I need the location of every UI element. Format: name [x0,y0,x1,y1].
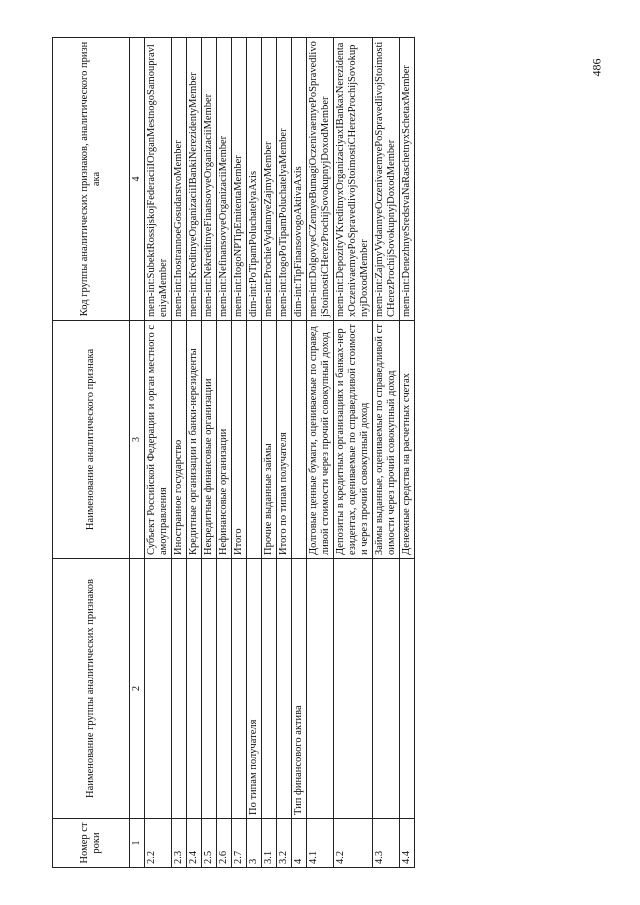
table-header-row [53,38,130,868]
code-cell: mem-int:InostrannoeGosudarstvoMember [172,38,187,321]
row-number-cell: 3.1 [262,819,277,868]
group-name-cell [334,559,373,819]
code-cell: mem-int:KreditnyeOrganizaciiIBankiNerezidentyMember [187,38,202,321]
group-name-cell [232,559,247,819]
group-name-cell [262,559,277,819]
group-name-cell [217,559,232,819]
row-number-cell: 2.4 [187,819,202,868]
code-cell: mem-int:SubektRossijskojFederaciiIOrganMestnogoSamoupravleniyaMember [145,38,172,321]
feature-name-cell: Некредитные финансовые организации [202,321,217,559]
row-number-cell: 4.1 [307,819,334,868]
group-name-cell [307,559,334,819]
table-row [202,38,217,868]
table-row [334,38,373,868]
code-cell: mem-int:DepozityVKreditnyxOrganizaciyaxIBankaxNerezidentaxOczenivaemyePoSpravedlivojStoimostiCHerezProchijSovokupnyjDoxodMember [334,38,373,321]
table-row [172,38,187,868]
code-cell: mem-int:DenezhnyeSredstvaNaRaschetnyxSchetaxMember [400,38,415,321]
header-code: Код группы аналитических признаков, аналитического признака [53,38,130,321]
group-name-cell [187,559,202,819]
row-number-cell: 4.3 [373,819,400,868]
table-row [145,38,172,868]
code-cell: dim-int:TipFinansovogoAktivaAxis [292,38,307,321]
table-row [307,38,334,868]
feature-name-cell: Займы выданные, оцениваемые по справедливой стоимости через прочий совокупный доход [373,321,400,559]
page-number: 486 [589,58,604,77]
group-name-cell [172,559,187,819]
feature-name-cell: Депозиты в кредитных организациях и банках-нерезидентах, оцениваемые по справедливой стоимости через прочий совокупный доход [334,321,373,559]
table-row [373,38,400,868]
row-number-cell: 2.6 [217,819,232,868]
code-cell: mem-int:NefinansovyeOrganizaciiMember [217,38,232,321]
feature-name-cell: Долговые ценные бумаги, оцениваемые по справедливой стоимости через прочий совокупный доход [307,321,334,559]
group-name-cell [400,559,415,819]
table-row [217,38,232,868]
code-cell: mem-int:DolgovyeCZennyeBumagiOczenivaemyePoSpravedlivojStoimostiCHerezProchijSovokupnyjDoxodMember [307,38,334,321]
code-cell: mem-int:ItogoPoTipamPoluchatelyaMember [277,38,292,321]
feature-name-cell: Итого [232,321,247,559]
code-cell: mem-int:NekreditnyeFinansovyeOrganizaciiMember [202,38,217,321]
group-name-cell: По типам получателя [247,559,262,819]
code-cell: mem-int:ProchieVydannyeZajmyMember [262,38,277,321]
feature-name-cell: Денежные средства на расчетных счетах [400,321,415,559]
row-number-cell: 2.5 [202,819,217,868]
feature-name-cell: Итого по типам получателя [277,321,292,559]
analytics-table [52,37,415,868]
header-group-name: Наименование группы аналитических признаков [53,559,130,819]
group-name-cell [202,559,217,819]
table-row [247,38,262,868]
table-row [277,38,292,868]
header-feature-name: Наименование аналитического признака [53,321,130,559]
row-number-cell: 2.3 [172,819,187,868]
row-number-cell: 4.2 [334,819,373,868]
code-cell: dim-int:PoTipamPoluchatelyaAxis [247,38,262,321]
column-number: 1 [130,819,145,868]
table-row [232,38,247,868]
group-name-cell [277,559,292,819]
feature-name-cell: Прочие выданные займы [262,321,277,559]
table-row [292,38,307,868]
table-row [187,38,202,868]
column-number: 4 [130,38,145,321]
feature-name-cell: Нефинансовые организации [217,321,232,559]
row-number-cell: 4.4 [400,819,415,868]
feature-name-cell: Кредитные организации и банки-нерезиденты [187,321,202,559]
feature-name-cell [247,321,262,559]
row-number-cell: 2.7 [232,819,247,868]
group-name-cell [373,559,400,819]
table-body [145,38,415,868]
code-cell: mem-int:ItogoNPTipEmitentaMember [232,38,247,321]
row-number-cell: 2.2 [145,819,172,868]
column-number-row [130,38,145,868]
table-row [400,38,415,868]
row-number-cell: 4 [292,819,307,868]
row-number-cell: 3.2 [277,819,292,868]
feature-name-cell: Иностранное государство [172,321,187,559]
feature-name-cell: Субъект Российской Федерации и орган местного самоуправления [145,321,172,559]
group-name-cell: Тип финансового актива [292,559,307,819]
header-row-number: Номер строки [53,819,130,868]
table-row [262,38,277,868]
group-name-cell [145,559,172,819]
column-number: 3 [130,321,145,559]
row-number-cell: 3 [247,819,262,868]
column-number: 2 [130,559,145,819]
feature-name-cell [292,321,307,559]
code-cell: mem-int:ZajmyVydannyeOczenivaemyePoSpravedlivojStoimostiCHerezProchijSovokupnyjDoxodMember [373,38,400,321]
rotated-table-container [52,38,592,868]
